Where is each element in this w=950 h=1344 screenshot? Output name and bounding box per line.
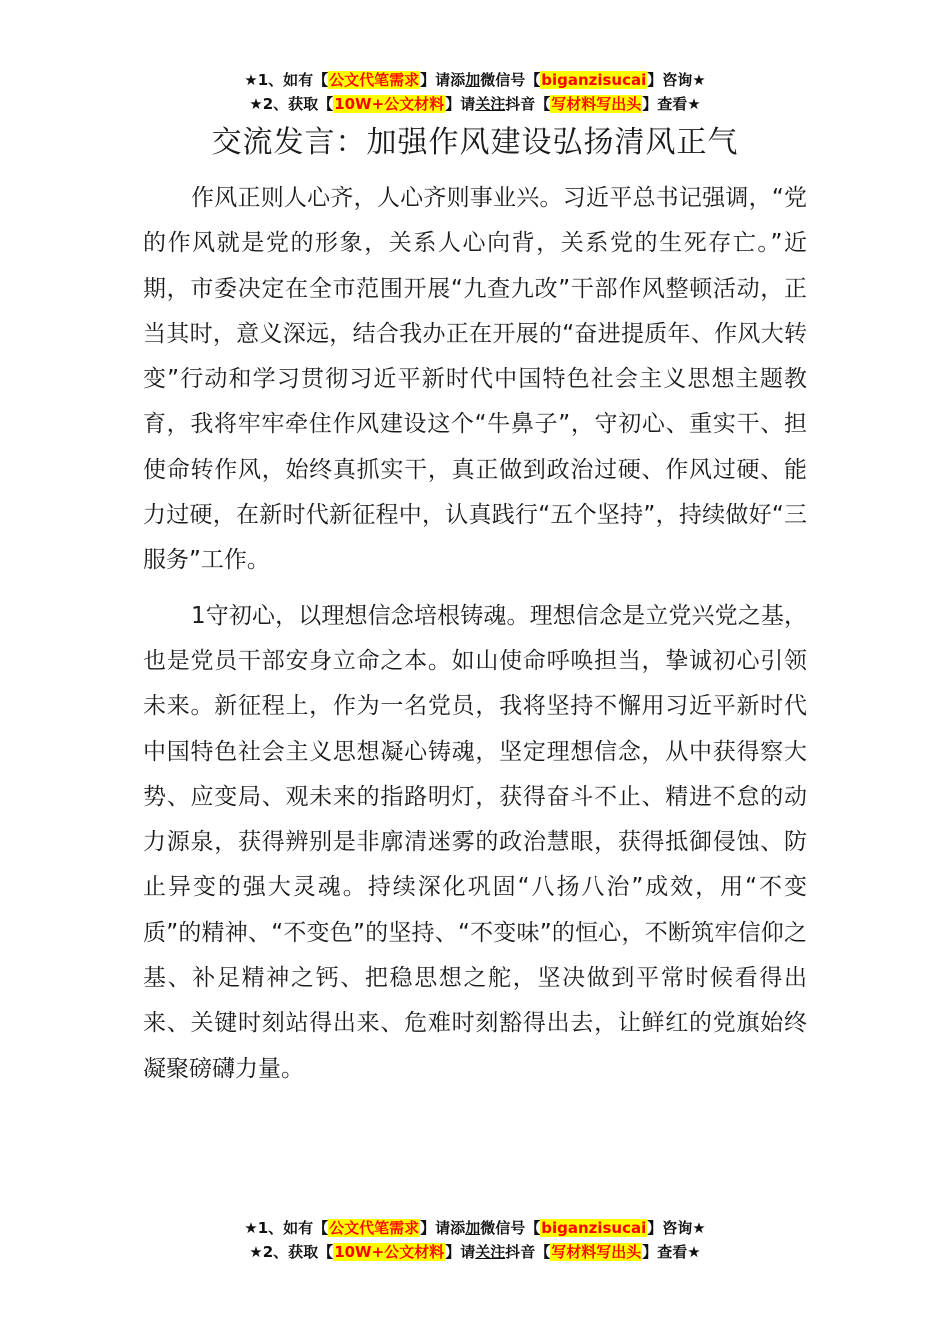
banner-highlight: 公文代笔需求 — [329, 71, 420, 89]
banner-line-1 — [0, 1216, 950, 1240]
banner-text: 抖音【 — [505, 95, 551, 113]
banner-highlight: 10W+公文材料 — [334, 1243, 445, 1261]
banner-text: 微信号【 — [480, 1219, 541, 1237]
banner-underlined-text: 加 — [465, 71, 481, 89]
banner-text: 】咨询★ — [647, 71, 706, 89]
document-title: 交流发言：加强作风建设弘扬清风正气 — [211, 125, 739, 160]
paragraph-section-1: 1守初心，以理想信念培根铸魂。理想信念是立党兴党之基，也是党员干部安身立命之本。如山使命呼唤担当，挚诚初心引领未来。新征程上，作为一名党员，我将坚持不懈用习近平新时代中国特色社会主义思想凝心铸魂，坚定理想信念，从中获得察大势、应变局、观未来的指路明灯，获得奋斗不止、精进不怠的动力源泉，获得辨别是非廓清迷雾的政治慧眼，获得抵御侵蚀、防止异变的强大灵魂。持续深化巩固“八扬八治”成效，用“不变质”的精神、“不变色”的坚持、“不变味”的恒心，不断筑牢信仰之基、补足精神之钙、把稳思想之舵，坚决做到平常时候看得出来、关键时刻站得出来、危难时刻豁得出去，让鲜红的党旗始终凝聚磅礴力量。 — [143, 602, 807, 1082]
banner-underlined-text: 关注 — [475, 95, 506, 113]
banner-text: 抖音【 — [505, 1243, 551, 1261]
banner-line-2 — [0, 1240, 950, 1264]
banner-highlight: biganzisucai — [541, 71, 647, 89]
banner-underlined-text: 关注 — [475, 1243, 506, 1261]
banner-text: 】请添 — [420, 71, 466, 89]
banner-text: 】请 — [445, 95, 476, 113]
banner-highlight: 公文代笔需求 — [329, 1219, 420, 1237]
banner-highlight: 10W+公文材料 — [334, 95, 445, 113]
banner-text: ★1、如有【 — [244, 71, 329, 89]
banner-underlined-text: 加 — [465, 1219, 481, 1237]
banner-highlight: biganzisucai — [541, 1219, 647, 1237]
document-body — [143, 176, 807, 1102]
banner-line-2 — [0, 92, 950, 116]
banner-text: 】咨询★ — [647, 1219, 706, 1237]
banner-line-1 — [0, 68, 950, 92]
banner-text: ★2、获取【 — [249, 1243, 334, 1261]
banner-text: ★2、获取【 — [249, 95, 334, 113]
paragraph-intro: 作风正则人心齐，人心齐则事业兴。习近平总书记强调，“党的作风就是党的形象，关系人心向背，关系党的生死存亡。”近期，市委决定在全市范围开展“九查九改”干部作风整顿活动，正当其时，意义深远，结合我办正在开展的“奋进提质年、作风大转变”行动和学习贯彻习近平新时代中国特色社会主义思想主题教育，我将牢牢牵住作风建设这个“牛鼻子”，守初心、重实干、担使命转作风，始终真抓实干，真正做到政治过硬、作风过硬、能力过硬，在新时代新征程中，认真践行“五个坚持”，持续做好“三服务”工作。 — [143, 185, 807, 574]
banner-text: 】请 — [445, 1243, 476, 1261]
banner-text: 】查看★ — [642, 1243, 701, 1261]
banner-text: 】请添 — [420, 1219, 466, 1237]
header-banner — [0, 68, 950, 116]
footer-banner — [0, 1216, 950, 1264]
banner-text: 微信号【 — [480, 71, 541, 89]
banner-highlight: 写材料写出头 — [551, 1243, 642, 1261]
banner-highlight: 写材料写出头 — [551, 95, 642, 113]
banner-text: 】查看★ — [642, 95, 701, 113]
banner-text: ★1、如有【 — [244, 1219, 329, 1237]
